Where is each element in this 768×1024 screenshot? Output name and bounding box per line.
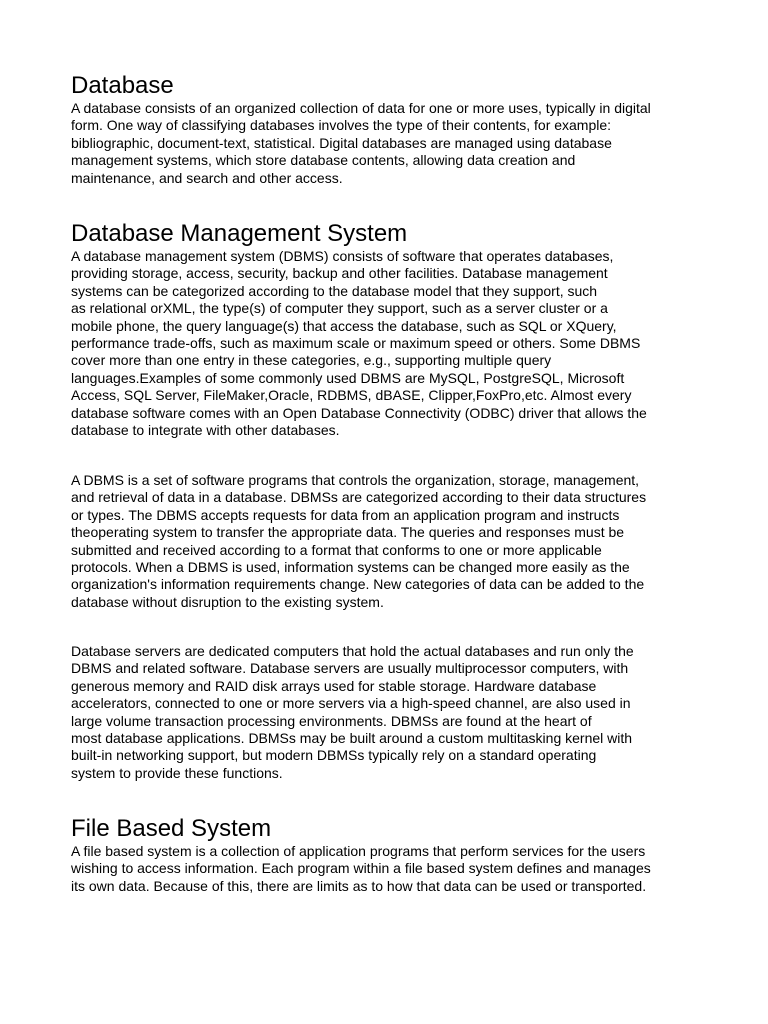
- text-line: wishing to access information. Each program within a file based system defines and manages: [71, 860, 651, 877]
- text-line: A file based system is a collection of application programs that perform services for the users: [71, 843, 646, 859]
- text-line: as relational orXML, the type(s) of computer they support, such as a server cluster or a: [71, 300, 608, 317]
- text-line: built-in networking support, but modern DBMSs typically rely on a standard operating: [71, 747, 597, 764]
- text-line: A database management system (DBMS) consists of software that operates databases,: [71, 248, 614, 264]
- text-line: theoperating system to transfer the appropriate data. The queries and responses must be: [71, 524, 625, 541]
- text-line: bibliographic, document-text, statistical. Digital databases are managed using database: [71, 134, 612, 151]
- paragraph-file-based-system: [71, 843, 701, 895]
- paragraph-database-definition: [71, 100, 701, 187]
- text-line: generous memory and RAID disk arrays used for stable storage. Hardware database: [71, 677, 597, 694]
- heading-database: Database: [71, 72, 174, 99]
- text-line: protocols. When a DBMS is used, information systems can be changed more easily as the: [71, 559, 630, 576]
- text-line: languages.Examples of some commonly used DBMS are MySQL, PostgreSQL, Microsoft: [71, 369, 625, 386]
- text-line: performance trade-offs, such as maximum scale or maximum speed or others. Some DBMS: [71, 335, 641, 352]
- text-line: organization's information requirements change. New categories of data can be added to the: [71, 576, 645, 593]
- text-line: Access, SQL Server, FileMaker,Oracle, RDBMS, dBASE, Clipper,FoxPro,etc. Almost every: [71, 387, 632, 404]
- heading-dbms: Database Management System: [71, 220, 408, 247]
- text-line: system to provide these functions.: [71, 764, 283, 781]
- text-line: most database applications. DBMSs may be built around a custom multitasking kernel with: [71, 730, 633, 747]
- text-line: mobile phone, the query language(s) that access the database, such as SQL or XQuery,: [71, 317, 617, 334]
- text-line: accelerators, connected to one or more servers via a high-speed channel, are also used in: [71, 695, 631, 712]
- text-line: A DBMS is a set of software programs that controls the organization, storage, management,: [71, 472, 640, 488]
- text-line: cover more than one entry in these categories, e.g., supporting multiple query: [71, 352, 552, 369]
- text-line: maintenance, and search and other access.: [71, 169, 343, 186]
- text-line: providing storage, access, security, backup and other facilities. Database management: [71, 265, 608, 282]
- text-line: Database servers are dedicated computers that hold the actual databases and run only the: [71, 643, 634, 659]
- text-line: its own data. Because of this, there are limits as to how that data can be used or transported.: [71, 877, 647, 894]
- text-line: submitted and received according to a format that conforms to one or more applicable: [71, 541, 602, 558]
- text-line: form. One way of classifying databases involves the type of their contents, for example:: [71, 117, 612, 134]
- paragraph-dbms-definition: [71, 248, 701, 439]
- text-line: database software comes with an Open Database Connectivity (ODBC) driver that allows the: [71, 404, 647, 421]
- text-line: management systems, which store database contents, allowing data creation and: [71, 152, 576, 169]
- text-line: DBMS and related software. Database servers are usually multiprocessor computers, with: [71, 660, 629, 677]
- heading-file-based-system: File Based System: [71, 815, 272, 842]
- paragraph-database-servers: [71, 643, 701, 782]
- text-line: and retrieval of data in a database. DBMSs are categorized according to their data structures: [71, 489, 647, 506]
- text-line: A database consists of an organized collection of data for one or more uses, typically in digital: [71, 100, 651, 116]
- text-line: database without disruption to the existing system.: [71, 593, 384, 610]
- text-line: systems can be categorized according to the database model that they support, such: [71, 282, 598, 299]
- text-line: or types. The DBMS accepts requests for data from an application program and instructs: [71, 506, 620, 523]
- text-line: database to integrate with other databases.: [71, 422, 340, 439]
- text-line: large volume transaction processing environments. DBMSs are found at the heart of: [71, 712, 592, 729]
- paragraph-dbms-programs: [71, 472, 701, 611]
